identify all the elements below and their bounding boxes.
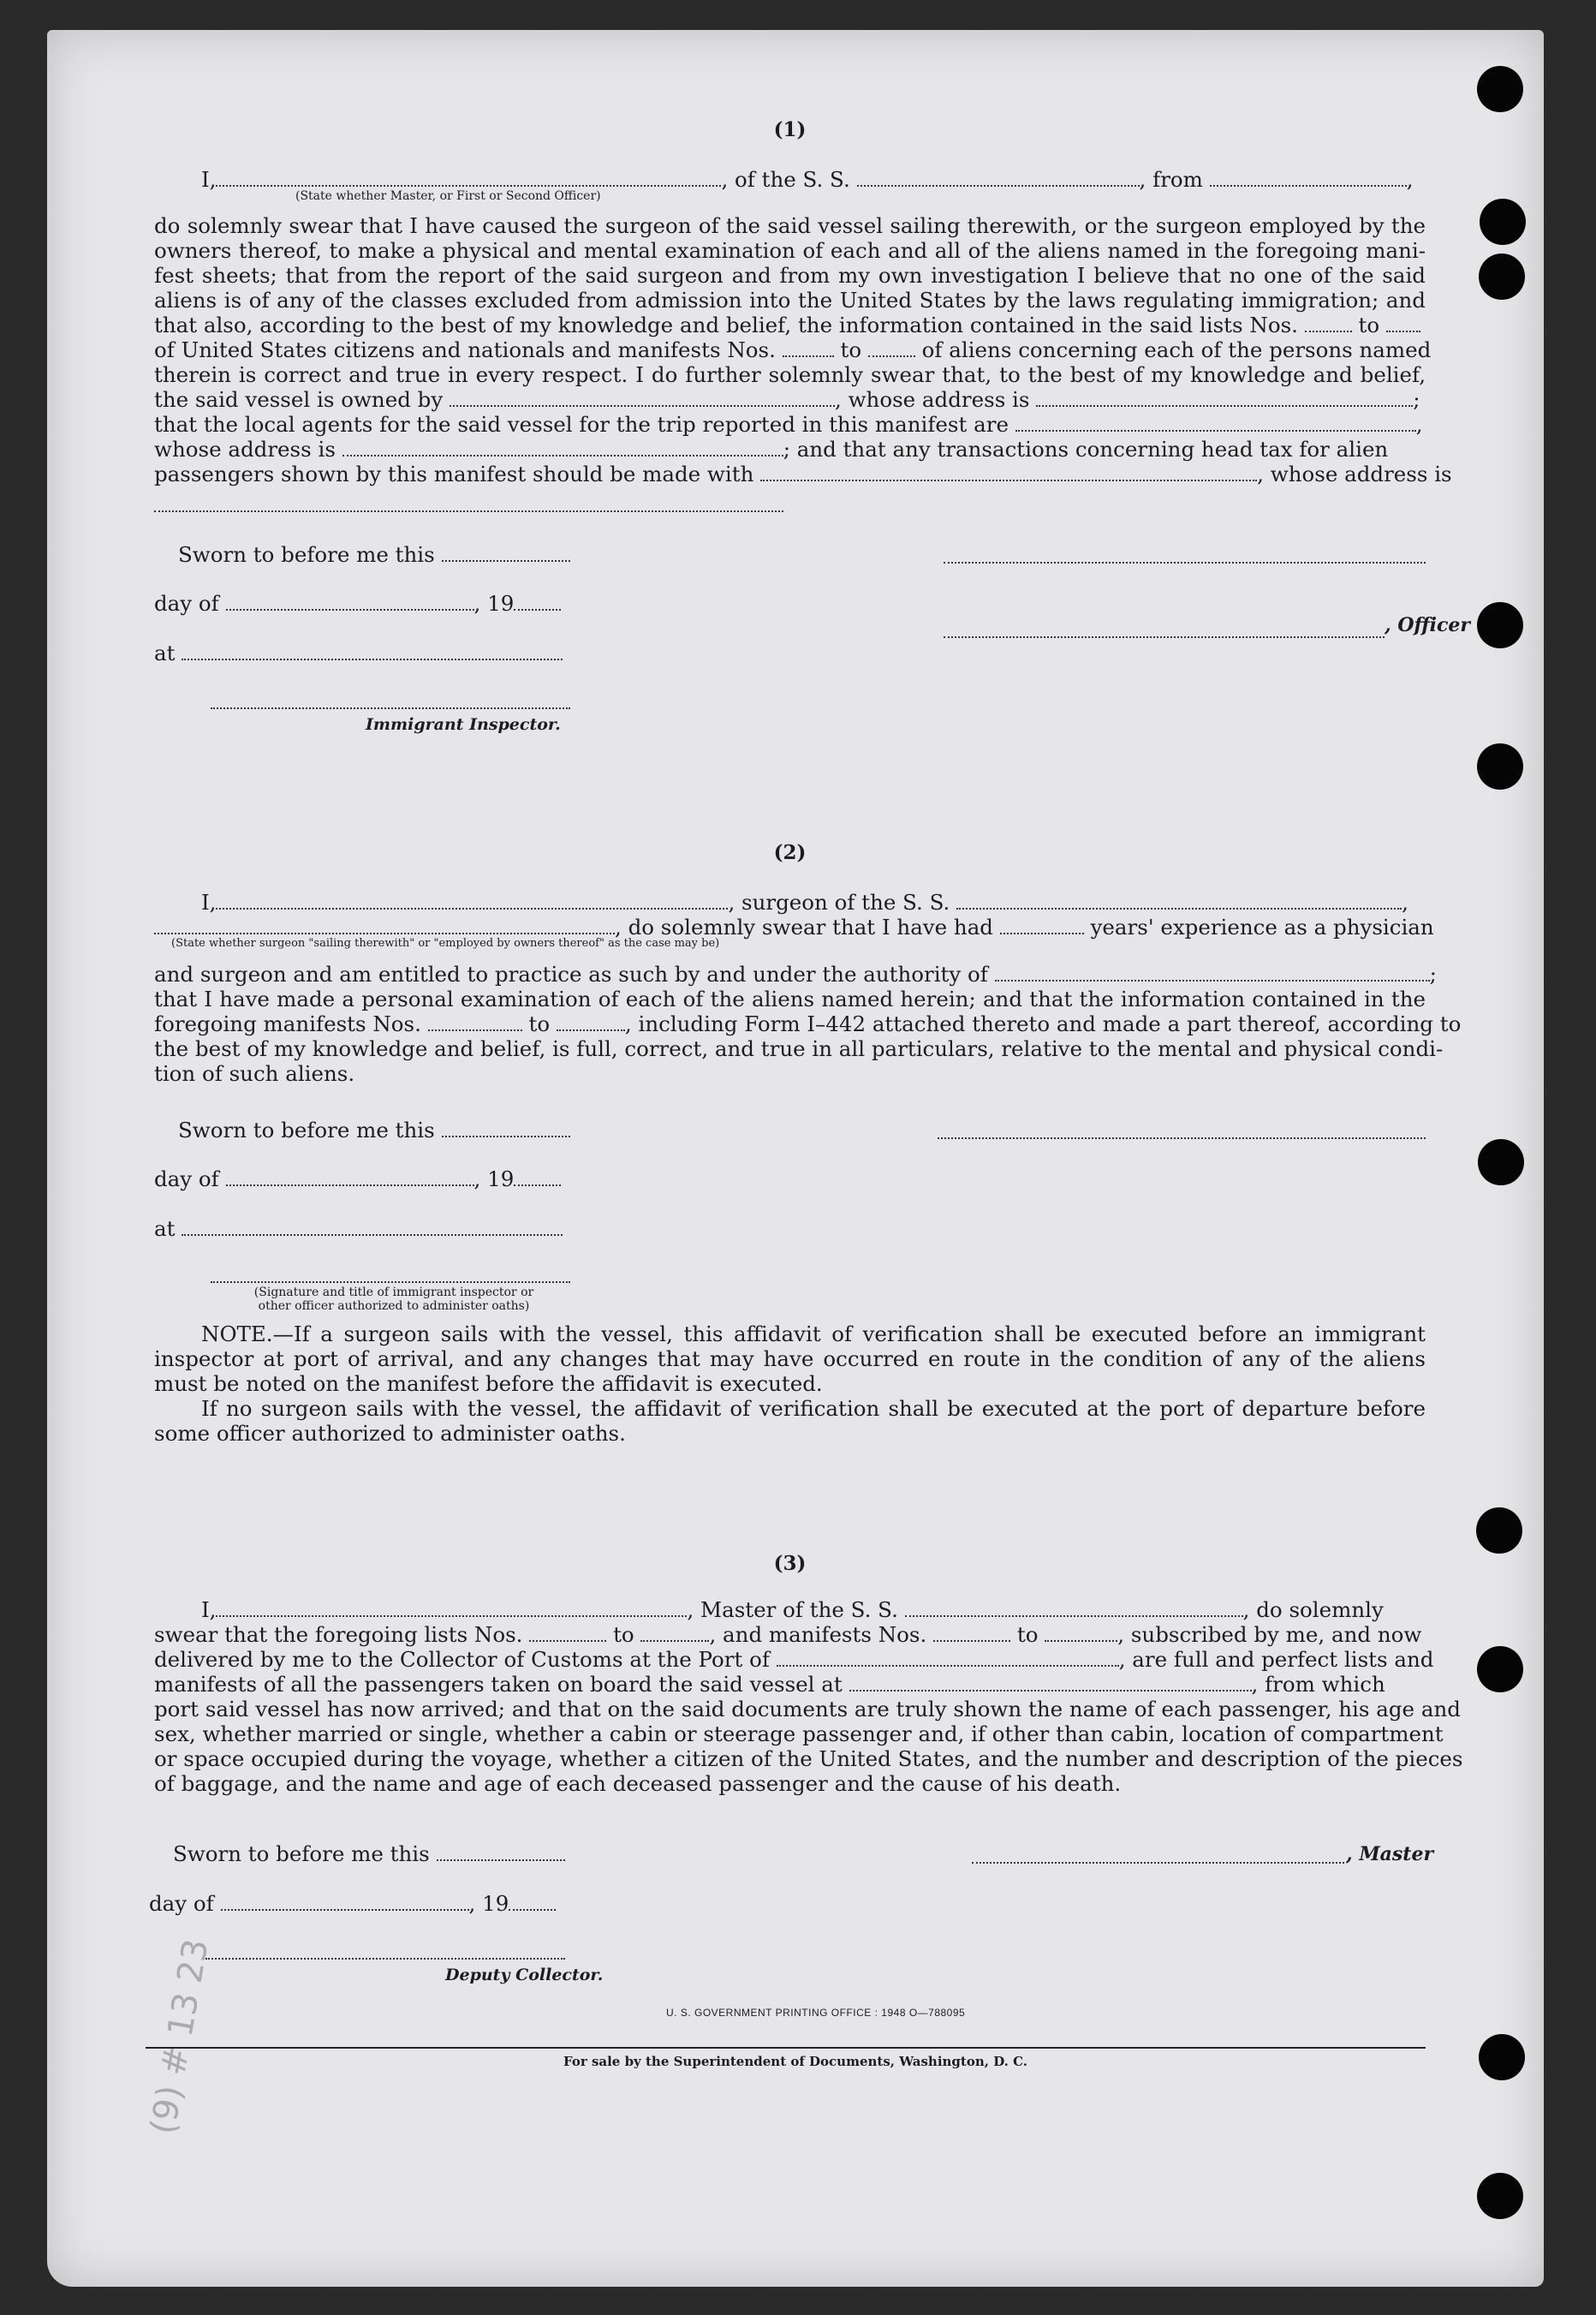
master-name-field[interactable]	[216, 1614, 687, 1617]
master-label: , Master	[1346, 1843, 1434, 1865]
s1-line-8: therein is correct and true in every respect. I do further solemnly swear that, to the best of my knowledge and belief,	[154, 362, 1426, 387]
agent-address-field[interactable]	[342, 454, 783, 456]
s2-line-5: foregoing manifests Nos. to , including Form I–442 attached thereto and made a part thereof, according to	[154, 1011, 1462, 1036]
s2-manifests-to-field[interactable]	[557, 1029, 625, 1031]
punch-hole	[1477, 2173, 1523, 2219]
authority-field[interactable]	[995, 979, 1430, 981]
boarding-port-field[interactable]	[849, 1689, 1252, 1692]
head-tax-address-field[interactable]	[154, 510, 783, 512]
manifests-from-field[interactable]	[783, 355, 834, 357]
s2-line-6: the best of my knowledge and belief, is full, correct, and true in all particulars, relative to the mental and physical condi-	[154, 1036, 1444, 1061]
s3-master-signature-line[interactable]	[972, 1861, 1344, 1864]
s1-line-1: I, , of the S. S. , from ,	[201, 167, 1414, 192]
section-2-number: (2)	[773, 841, 807, 864]
s1-day-field[interactable]	[226, 608, 474, 611]
s1-sworn-date-field[interactable]	[442, 559, 570, 562]
s3-line-1: I, , Master of the S. S. , do solemnly	[201, 1597, 1384, 1622]
s2-day-of: day of , 19	[154, 1166, 1426, 1191]
s2-at: at	[154, 1216, 1426, 1241]
s2-line-1: I, , surgeon of the S. S. ,	[201, 890, 1408, 915]
immigrant-inspector-label: Immigrant Inspector.	[366, 715, 561, 734]
footer-sale-notice: For sale by the Superintendent of Documents, Washington, D. C.	[563, 2054, 1028, 2069]
s1-line-12: passengers shown by this manifest should be made with , whose address is	[154, 462, 1452, 486]
s1-at-field[interactable]	[182, 658, 563, 660]
s2-at-field[interactable]	[182, 1233, 563, 1236]
s1-at: at	[154, 641, 1426, 665]
section-3-number: (3)	[773, 1552, 807, 1575]
surgeon-name-field[interactable]	[216, 907, 728, 910]
lists-to-field[interactable]	[1386, 330, 1420, 332]
s2-sworn-date-field[interactable]	[442, 1135, 570, 1137]
note-paragraph-1: NOTE.—If a surgeon sails with the vessel, this affidavit of verification shall be executed before an immigrant inspector at port of arrival, and any changes that may have occurred en route in the condition of any of the aliens must be noted on the manifest before the affidavit is executed.	[154, 1322, 1426, 1396]
s3-manifests-to-field[interactable]	[1045, 1639, 1117, 1642]
head-tax-party-field[interactable]	[760, 479, 1257, 481]
s3-line-8: of baggage, and the name and age of each deceased passenger and the cause of his death.	[154, 1771, 1122, 1796]
s2-line-2: , do solemnly swear that I have had years' experience as a physician	[154, 915, 1426, 940]
s3-line-6: sex, whether married or single, whether a cabin or steerage passenger and, if other than cabin, location of compartment	[154, 1721, 1444, 1746]
s1-line-2: do solemnly swear that I have caused the surgeon of the said vessel sailing therewith, or the surgeon employed by the	[154, 213, 1426, 238]
section-1-number: (1)	[773, 118, 807, 141]
manifests-to-field[interactable]	[868, 355, 915, 357]
s1-year-field[interactable]	[514, 608, 561, 611]
s3-line-3: delivered by me to the Collector of Customs at the Port of , are full and perfect lists and	[154, 1647, 1434, 1672]
s3-lists-from-field[interactable]	[529, 1639, 606, 1642]
s1-line-9: the said vessel is owned by , whose address is ;	[154, 387, 1420, 412]
printing-office-imprint: U. S. GOVERNMENT PRINTING OFFICE : 1948 O—788095	[666, 2007, 966, 2019]
s1-line-6: that also, according to the best of my knowledge and belief, the information contained in the said lists Nos. to	[154, 313, 1426, 337]
s3-collector-signature-line[interactable]	[205, 1957, 565, 1960]
s3-day-field[interactable]	[221, 1908, 469, 1911]
s1-line-10: that the local agents for the said vessel for the trip reported in this manifest are ,	[154, 412, 1423, 437]
punch-hole	[1480, 199, 1526, 245]
s3-year-field[interactable]	[509, 1908, 556, 1911]
owner-field[interactable]	[450, 404, 835, 407]
port-field[interactable]	[777, 1664, 1119, 1667]
s3-sworn-date-field[interactable]	[437, 1859, 565, 1861]
s2-line-7: tion of such aliens.	[154, 1061, 355, 1086]
s2-line-4: that I have made a personal examination of each of the aliens named herein; and that the information contained in the	[154, 987, 1426, 1011]
pencil-marking: (9) # 13 23	[143, 1936, 217, 2138]
s2-vessel-field[interactable]	[956, 907, 1402, 910]
punch-hole	[1477, 602, 1523, 648]
s3-lists-to-field[interactable]	[640, 1639, 709, 1642]
s2-manifests-from-field[interactable]	[428, 1029, 522, 1031]
s1-line-7: of United States citizens and nationals and manifests Nos. to of aliens concerning each of the persons named	[154, 337, 1432, 362]
owner-address-field[interactable]	[1036, 404, 1413, 407]
lists-from-field[interactable]	[1305, 330, 1352, 332]
footer-divider	[146, 2047, 1426, 2049]
punch-hole	[1476, 1507, 1522, 1554]
s3-line-4: manifests of all the passengers taken on board the said vessel at , from which	[154, 1672, 1385, 1697]
s3-sworn: Sworn to before me this	[154, 1841, 1426, 1866]
deputy-collector-label: Deputy Collector.	[445, 1966, 604, 1984]
s2-sworn: Sworn to before me this	[154, 1118, 1426, 1143]
s1-line-11: whose address is ; and that any transactions concerning head tax for alien	[154, 437, 1389, 462]
s2-line-3: and surgeon and am entitled to practice as such by and under the authority of ;	[154, 962, 1437, 987]
punch-hole	[1479, 254, 1525, 300]
vessel-name-field[interactable]	[857, 184, 1140, 187]
sig-note-1: (Signature and title of immigrant inspector or	[253, 1286, 534, 1299]
punch-hole	[1478, 1139, 1524, 1185]
punch-hole	[1477, 66, 1523, 112]
s3-day-of: day of , 19	[149, 1891, 1420, 1916]
s2-day-field[interactable]	[226, 1184, 474, 1186]
manifest-sheet	[47, 30, 1544, 2287]
note-master: (State whether Master, or First or Second Officer)	[295, 189, 601, 203]
sig-note-2: other officer authorized to administer oaths)	[258, 1299, 530, 1313]
s2-surgeon-signature-line[interactable]	[938, 1137, 1426, 1139]
from-port-field[interactable]	[1210, 184, 1407, 187]
note-surgeon: (State whether surgeon "sailing therewith" or "employed by owners thereof" as the case may be)	[171, 937, 720, 950]
note-paragraph-2: If no surgeon sails with the vessel, the affidavit of verification shall be executed at the port of departure before some officer authorized to administer oaths.	[154, 1396, 1426, 1446]
punch-hole	[1477, 1646, 1523, 1692]
years-experience-field[interactable]	[1000, 932, 1084, 934]
s1-line-4: fest sheets; that from the report of the said surgeon and from my own investigation I believe that no one of the said	[154, 263, 1426, 288]
s1-line-5: aliens is of any of the classes excluded from admission into the United States by the laws regulating immigration; and	[154, 288, 1426, 313]
s1-officer-signature-line-1[interactable]	[944, 561, 1426, 564]
local-agents-field[interactable]	[1015, 429, 1416, 432]
officer-label: , Officer	[1385, 614, 1471, 636]
s3-line-2: swear that the foregoing lists Nos. to , and manifests Nos. to , subscribed by me, and now	[154, 1622, 1422, 1647]
punch-hole	[1477, 743, 1523, 790]
s2-year-field[interactable]	[514, 1184, 561, 1186]
surgeon-status-field[interactable]	[154, 932, 615, 934]
s3-vessel-field[interactable]	[905, 1614, 1243, 1617]
s1-officer-signature-line-2[interactable]	[944, 635, 1385, 638]
s1-inspector-signature-line[interactable]	[211, 707, 570, 709]
s3-line-5: port said vessel has now arrived; and that on the said documents are truly shown the name of each passenger, his age and	[154, 1697, 1461, 1721]
s3-line-7: or space occupied during the voyage, whether a citizen of the United States, and the number and description of the pieces	[154, 1746, 1463, 1771]
s1-sworn: Sworn to before me this	[154, 542, 1426, 567]
s3-manifests-from-field[interactable]	[933, 1639, 1010, 1642]
officer-field[interactable]	[216, 184, 721, 187]
s2-inspector-signature-line[interactable]	[211, 1280, 570, 1283]
s1-day-of: day of , 19	[154, 591, 1426, 616]
s1-line-3: owners thereof, to make a physical and mental examination of each and all of the aliens named in the foregoing mani-	[154, 238, 1426, 263]
